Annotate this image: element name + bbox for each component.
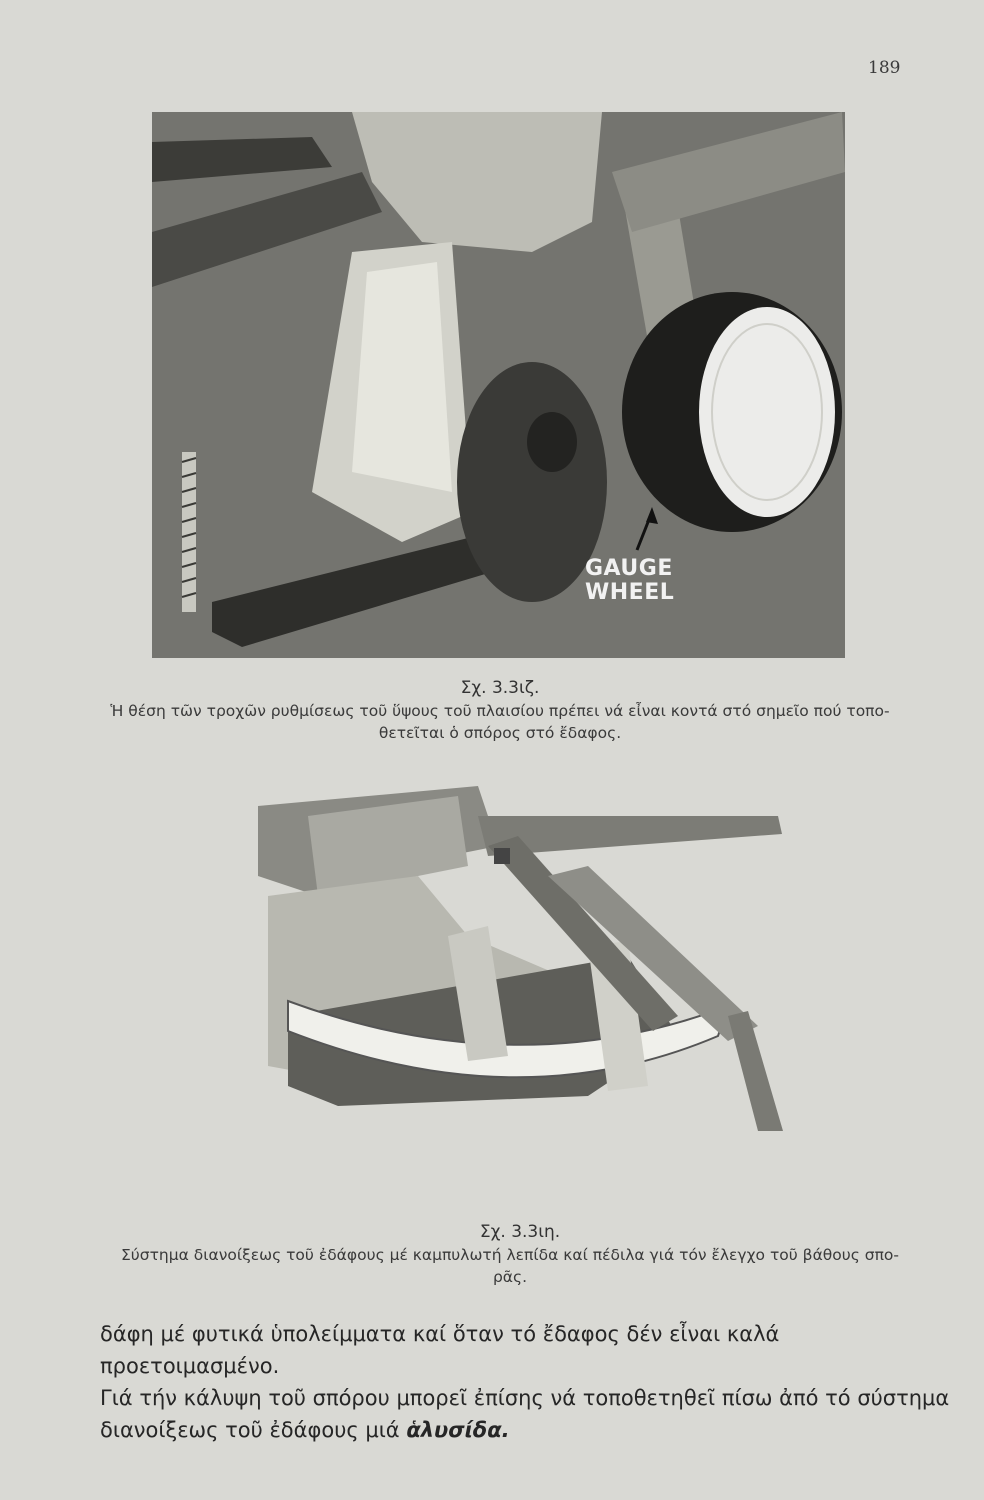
figure-2-caption-line1: Σύστημα διανοίξεως τοῦ ἐδάφους μέ καμπυλωτή λεπίδα καί πέδιλα γιά τόν ἔλεγχο τοῦ βάθους σπο- (121, 1246, 899, 1264)
figure-2-caption-line2: ρᾶς. (492, 1268, 528, 1286)
body-line-2: Γιά τήν κάλυψη τοῦ σπόρου μπορεῖ ἐπίσης νά τοποθετηθεῖ πίσω ἀπό τό σύστημα (100, 1386, 950, 1410)
gauge-wheel-label (585, 557, 674, 605)
gauge-wheel-photo (152, 112, 845, 658)
gauge-label-line2: WHEEL (585, 580, 675, 605)
body-line-3 (100, 1414, 950, 1446)
page-number: 189 (868, 58, 901, 78)
furrow-opener-photo (258, 786, 786, 1131)
figure-1-caption-line2: θετεῖται ὁ σπόρος στό ἔδαφος. (378, 724, 622, 742)
body-line-1: δάφη μέ φυτικά ὑπολείμματα καί ὅταν τό ἔδαφος δέν εἶναι καλά προετοιμασμένο. (100, 1322, 780, 1378)
emphasized-term: ἁλυσίδα. (406, 1418, 510, 1442)
figure-2-number: Σχ. 3.3ιη. (479, 1222, 561, 1242)
gauge-label-line1: GAUGE (585, 556, 673, 581)
figure-1-number: Σχ. 3.3ιζ. (460, 678, 540, 698)
body-line-3-start: διανοίξεως τοῦ ἐδάφους μιά (100, 1418, 407, 1442)
body-paragraph (100, 1318, 950, 1446)
figure-1-caption-line1: Ἡ θέση τῶν τροχῶν ρυθμίσεως τοῦ ὕψους τοῦ πλαισίου πρέπει νά εἶναι κοντά στό σημεῖο πού τοπο- (110, 702, 890, 720)
